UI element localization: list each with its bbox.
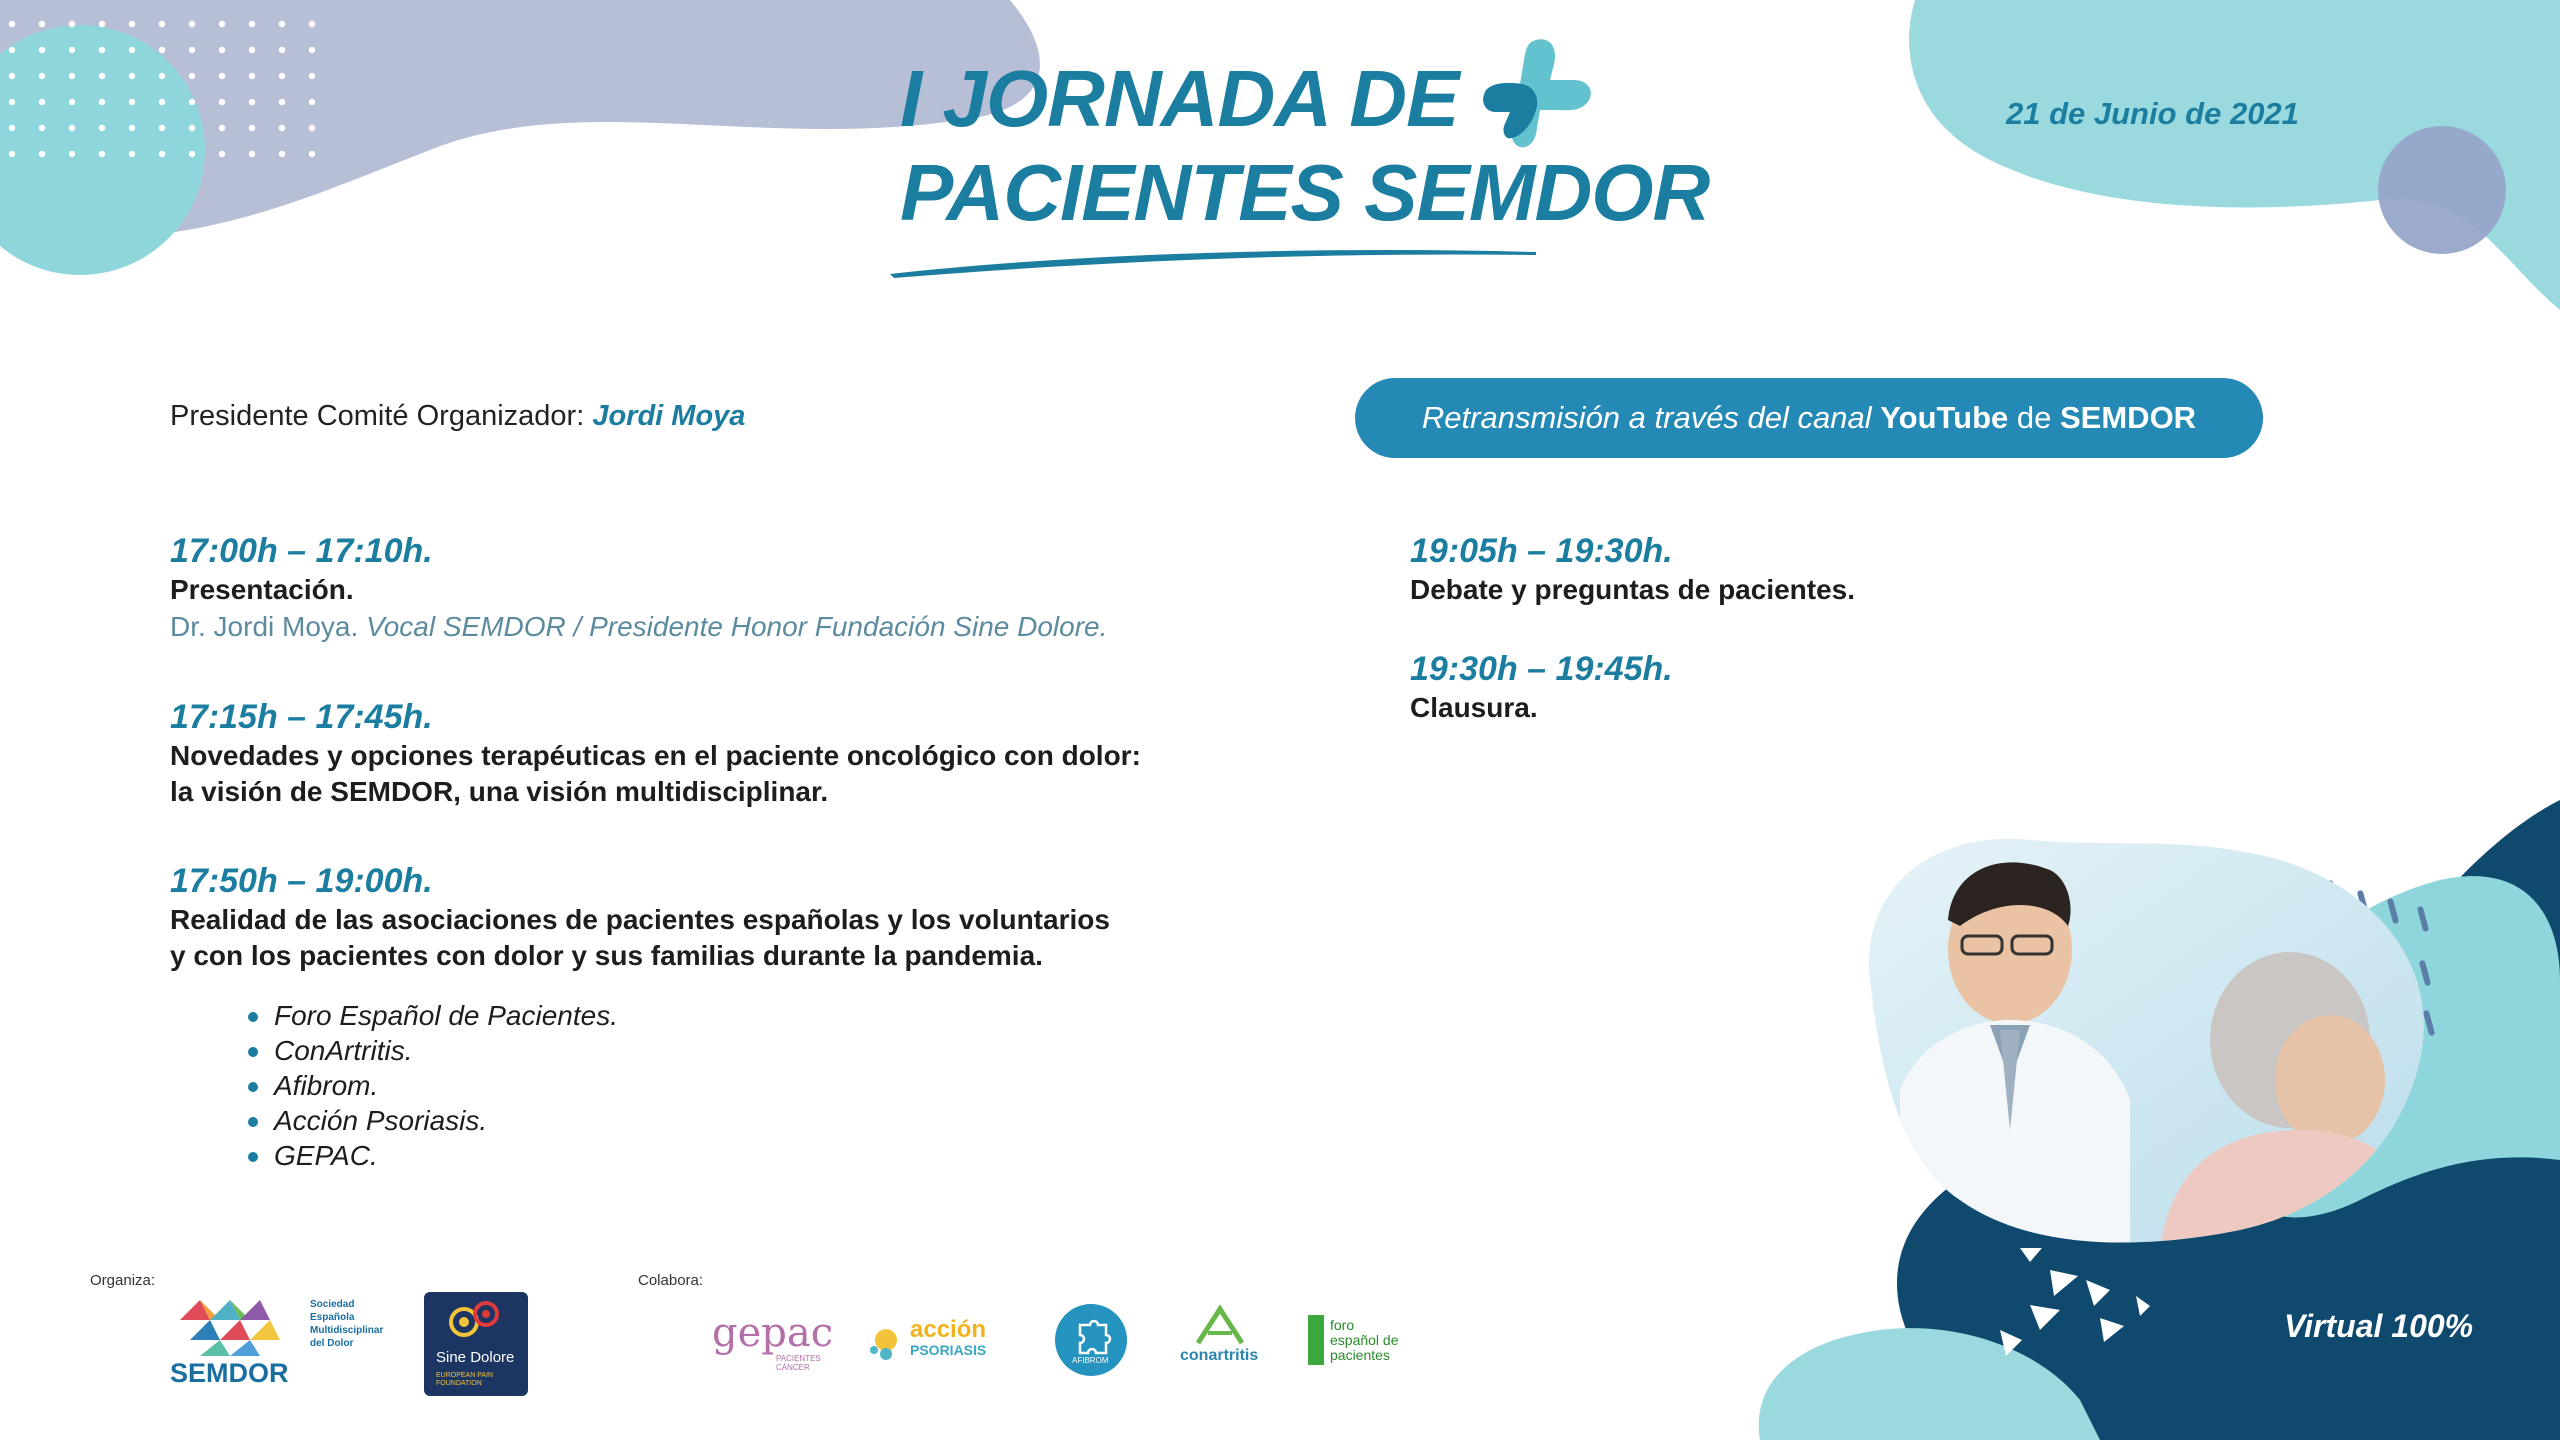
pattern-dot — [9, 125, 15, 131]
organizing-committee-president — [170, 400, 745, 433]
sine-dolore-spiral-icon — [424, 1292, 528, 1352]
pattern-dot — [219, 99, 225, 105]
session-item — [1410, 530, 2110, 608]
session-time: 19:30h – 19:45h. — [1410, 650, 1673, 688]
foro-line-3: pacientes — [1330, 1346, 1390, 1363]
pattern-dot — [219, 47, 225, 53]
association-item — [248, 998, 1270, 1033]
pattern-dot — [309, 99, 315, 105]
sine-dolore-name: Sine Dolore — [436, 1349, 515, 1366]
session-time: 17:15h – 17:45h. — [170, 698, 433, 736]
pattern-dot — [219, 125, 225, 131]
pattern-dot — [279, 21, 285, 27]
session-item — [170, 530, 1270, 646]
pattern-dot — [249, 47, 255, 53]
broadcast-prefix: Retransmisión a través del canal — [1421, 400, 1872, 435]
association-item — [248, 1103, 1270, 1138]
pattern-dot — [129, 47, 135, 53]
virtual-badge: Virtual 100% — [2284, 1308, 2474, 1344]
session-item — [1410, 648, 2110, 726]
pattern-dot — [189, 151, 195, 157]
association-name: ConArtritis. — [274, 1035, 413, 1066]
pattern-dot — [189, 21, 195, 27]
pattern-dot — [39, 21, 45, 27]
session-item — [170, 860, 1270, 1173]
organiza-label: Organiza: — [90, 1272, 156, 1289]
pattern-dot — [249, 151, 255, 157]
pattern-dot — [249, 125, 255, 131]
association-item — [248, 1068, 1270, 1103]
pattern-dot — [129, 99, 135, 105]
sine-dolore-subtitle: EUROPEAN PAIN FOUNDATION — [436, 1372, 494, 1387]
broadcast-org: SEMDOR — [2060, 400, 2197, 435]
pattern-dot — [99, 21, 105, 27]
pattern-dot — [309, 47, 315, 53]
pattern-dot — [39, 47, 45, 53]
pattern-dot — [219, 151, 225, 157]
accion-psoriasis-logo[interactable] — [866, 1300, 1016, 1380]
pattern-dot — [129, 125, 135, 131]
pattern-dot — [309, 73, 315, 79]
pattern-dot — [159, 151, 165, 157]
pattern-dot — [189, 99, 195, 105]
session-time: 19:05h – 19:30h. — [1410, 532, 1673, 570]
conartritis-text: conartritis — [1180, 1347, 1259, 1364]
speaker-role: Vocal SEMDOR / Presidente Honor Fundación Sine Dolore. — [366, 611, 1108, 642]
accion-text: acción — [910, 1316, 987, 1343]
pattern-dot — [189, 47, 195, 53]
session-title-line-1: Novedades y opciones terapéuticas en el paciente oncológico con dolor: — [170, 740, 1141, 771]
pattern-dot — [69, 125, 75, 131]
conartritis-logo[interactable] — [1176, 1300, 1266, 1380]
semdor-logo-subtitle: Sociedad Española Multidisciplinar del Dolor — [310, 1299, 384, 1349]
pattern-dot — [99, 125, 105, 131]
pattern-dot — [9, 99, 15, 105]
gepac-logo-subtitle: PACIENTES CÁNCER — [776, 1354, 821, 1372]
pattern-dot — [39, 99, 45, 105]
sine-dolore-logo[interactable] — [424, 1292, 528, 1396]
pattern-dot — [129, 73, 135, 79]
broadcast-connector: de — [2016, 400, 2052, 435]
pattern-dot — [99, 73, 105, 79]
president-label: Presidente Comité Organizador: — [170, 400, 585, 432]
pattern-dot — [279, 47, 285, 53]
speaker-name: Dr. Jordi Moya. — [170, 611, 359, 642]
association-list — [248, 998, 1270, 1173]
pattern-dot — [9, 151, 15, 157]
pattern-dot — [249, 99, 255, 105]
pattern-dot — [189, 125, 195, 131]
pattern-dot — [39, 151, 45, 157]
session-title-line-1: Realidad de las asociaciones de pacientes españolas y los voluntarios — [170, 904, 1110, 935]
pattern-dot — [39, 125, 45, 131]
session-title: Debate y preguntas de pacientes. — [1410, 574, 1856, 605]
pattern-dot — [9, 73, 15, 79]
pattern-dot — [279, 99, 285, 105]
title-line-2: PACIENTES SEMDOR — [900, 148, 1710, 237]
foro-line-2: español de — [1330, 1331, 1399, 1348]
pattern-dot — [219, 21, 225, 27]
pattern-dot — [69, 47, 75, 53]
session-title-line-2: y con los pacientes con dolor y sus familias durante la pandemia. — [170, 940, 1043, 971]
session-speaker — [170, 608, 1270, 646]
pattern-dot — [189, 73, 195, 79]
pattern-dot — [69, 99, 75, 105]
pattern-dot — [249, 21, 255, 27]
association-name: Foro Español de Pacientes. — [274, 1000, 618, 1031]
pattern-dot — [279, 73, 285, 79]
afibrom-puzzle-icon — [1054, 1303, 1128, 1377]
president-name: Jordi Moya — [592, 400, 746, 432]
semdor-logo[interactable] — [170, 1290, 390, 1390]
foro-line-1: foro — [1330, 1316, 1355, 1333]
pattern-dot — [69, 21, 75, 27]
pattern-dot — [129, 21, 135, 27]
bullet-dot-icon — [248, 1082, 258, 1092]
pattern-dot — [9, 21, 15, 27]
afibrom-logo[interactable] — [1054, 1300, 1130, 1380]
bullet-dot-icon — [248, 1117, 258, 1127]
pattern-dot — [99, 151, 105, 157]
semdor-triangles-icon — [170, 1290, 300, 1358]
conartritis-a-icon — [1190, 1305, 1250, 1345]
pattern-dot — [159, 47, 165, 53]
colabora-label: Colabora: — [638, 1272, 704, 1289]
session-title-line-2: la visión de SEMDOR, una visión multidisciplinar. — [170, 776, 829, 807]
association-item — [248, 1138, 1270, 1173]
pattern-dot — [69, 73, 75, 79]
pattern-dot — [99, 99, 105, 105]
broadcast-banner[interactable] — [1355, 378, 2263, 458]
cross-logo-icon — [1478, 34, 1598, 154]
association-name: Afibrom. — [274, 1070, 379, 1101]
session-item — [170, 696, 1270, 810]
pattern-dot — [9, 47, 15, 53]
pattern-dot — [39, 73, 45, 79]
afibrom-text: AFIBROM — [1072, 1356, 1109, 1365]
pattern-dot — [279, 151, 285, 157]
foro-espanol-pacientes-logo[interactable] — [1308, 1300, 1428, 1380]
pattern-dot — [129, 151, 135, 157]
pattern-dot — [279, 125, 285, 131]
program-right-column — [1410, 530, 2110, 776]
association-name: GEPAC. — [274, 1140, 378, 1171]
session-title: Clausura. — [1410, 692, 1538, 723]
session-time: 17:00h – 17:10h. — [170, 532, 433, 570]
pattern-dot — [99, 47, 105, 53]
pattern-dot — [159, 21, 165, 27]
gepac-logo[interactable] — [712, 1300, 832, 1380]
broadcast-channel: YouTube — [1880, 400, 2009, 435]
pattern-dot — [309, 151, 315, 157]
association-item — [248, 1033, 1270, 1068]
bullet-dot-icon — [248, 1152, 258, 1162]
pattern-dot — [219, 73, 225, 79]
title-underline — [888, 240, 1538, 280]
session-title: Presentación. — [170, 574, 354, 605]
pattern-dot — [159, 125, 165, 131]
sun-icon — [866, 1320, 906, 1360]
association-name: Acción Psoriasis. — [274, 1105, 488, 1136]
pattern-dot — [159, 99, 165, 105]
gepac-logo-text: gepac — [712, 1310, 834, 1356]
doctor-patient-photo — [1860, 830, 2460, 1250]
session-time: 17:50h – 19:00h. — [170, 862, 433, 900]
bullet-dot-icon — [248, 1012, 258, 1022]
pattern-dot — [309, 21, 315, 27]
pattern-dot — [309, 125, 315, 131]
pattern-dot — [249, 73, 255, 79]
title-line-1: I JORNADA DE — [900, 54, 1459, 143]
semdor-logo-word: SEMDOR — [170, 1358, 289, 1388]
pattern-dot — [69, 151, 75, 157]
event-date: 21 de Junio de 2021 — [2006, 96, 2299, 131]
psoriasis-text: PSORIASIS — [910, 1342, 987, 1358]
program-left-column — [170, 530, 1270, 1223]
foro-bar-icon — [1308, 1315, 1324, 1365]
bullet-dot-icon — [248, 1047, 258, 1057]
pattern-dot — [159, 73, 165, 79]
